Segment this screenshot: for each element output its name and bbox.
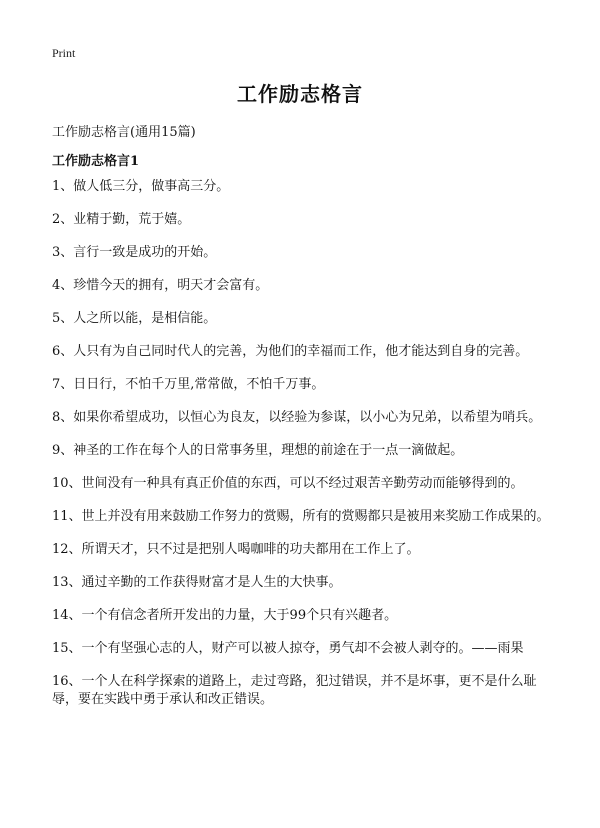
list-item: 9、神圣的工作在每个人的日常事务里，理想的前途在于一点一滴做起。 — [52, 443, 464, 458]
list-item: 12、所谓天才，只不过是把别人喝咖啡的功夫都用在工作上了。 — [52, 542, 420, 557]
print-link[interactable]: Print — [52, 46, 76, 60]
list-item: 5、人之所以能，是相信能。 — [52, 311, 217, 326]
motto-list — [52, 178, 552, 724]
list-item: 16、一个人在科学探索的道路上，走过弯路，犯过错误，并不是坏事，更不是什么耻辱，要在实践中勇于承认和改正错误。 — [52, 674, 537, 707]
list-item: 10、世间没有一种具有真正价值的东西，可以不经过艰苦辛勤劳动而能够得到的。 — [52, 476, 524, 491]
list-item: 13、通过辛勤的工作获得财富才是人生的大快事。 — [52, 575, 342, 590]
list-item: 3、言行一致是成功的开始。 — [52, 245, 217, 260]
section-heading: 工作励志格言1 — [52, 154, 140, 169]
list-item: 4、珍惜今天的拥有，明天才会富有。 — [52, 278, 269, 293]
list-item: 7、日日行，不怕千万里,常常做，不怕千万事。 — [52, 377, 325, 392]
list-item: 8、如果你希望成功，以恒心为良友，以经验为参谋，以小心为兄弟，以希望为哨兵。 — [52, 410, 542, 425]
list-item: 15、一个有坚强心志的人，财产可以被人掠夺，勇气却不会被人剥夺的。——雨果 — [52, 641, 524, 656]
list-item: 2、业精于勤，荒于嬉。 — [52, 212, 191, 227]
list-item: 6、人只有为自己同时代人的完善，为他们的幸福而工作，他才能达到自身的完善。 — [52, 344, 529, 359]
list-item: 1、做人低三分，做事高三分。 — [52, 179, 230, 194]
list-item: 11、世上并没有用来鼓励工作努力的赏赐，所有的赏赐都只是被用来奖励工作成果的。 — [52, 509, 550, 524]
document-subtitle: 工作励志格言(通用15篇) — [52, 125, 196, 140]
list-item: 14、一个有信念者所开发出的力量，大于99个只有兴趣者。 — [52, 608, 398, 623]
page-title: 工作励志格言 — [237, 82, 363, 106]
